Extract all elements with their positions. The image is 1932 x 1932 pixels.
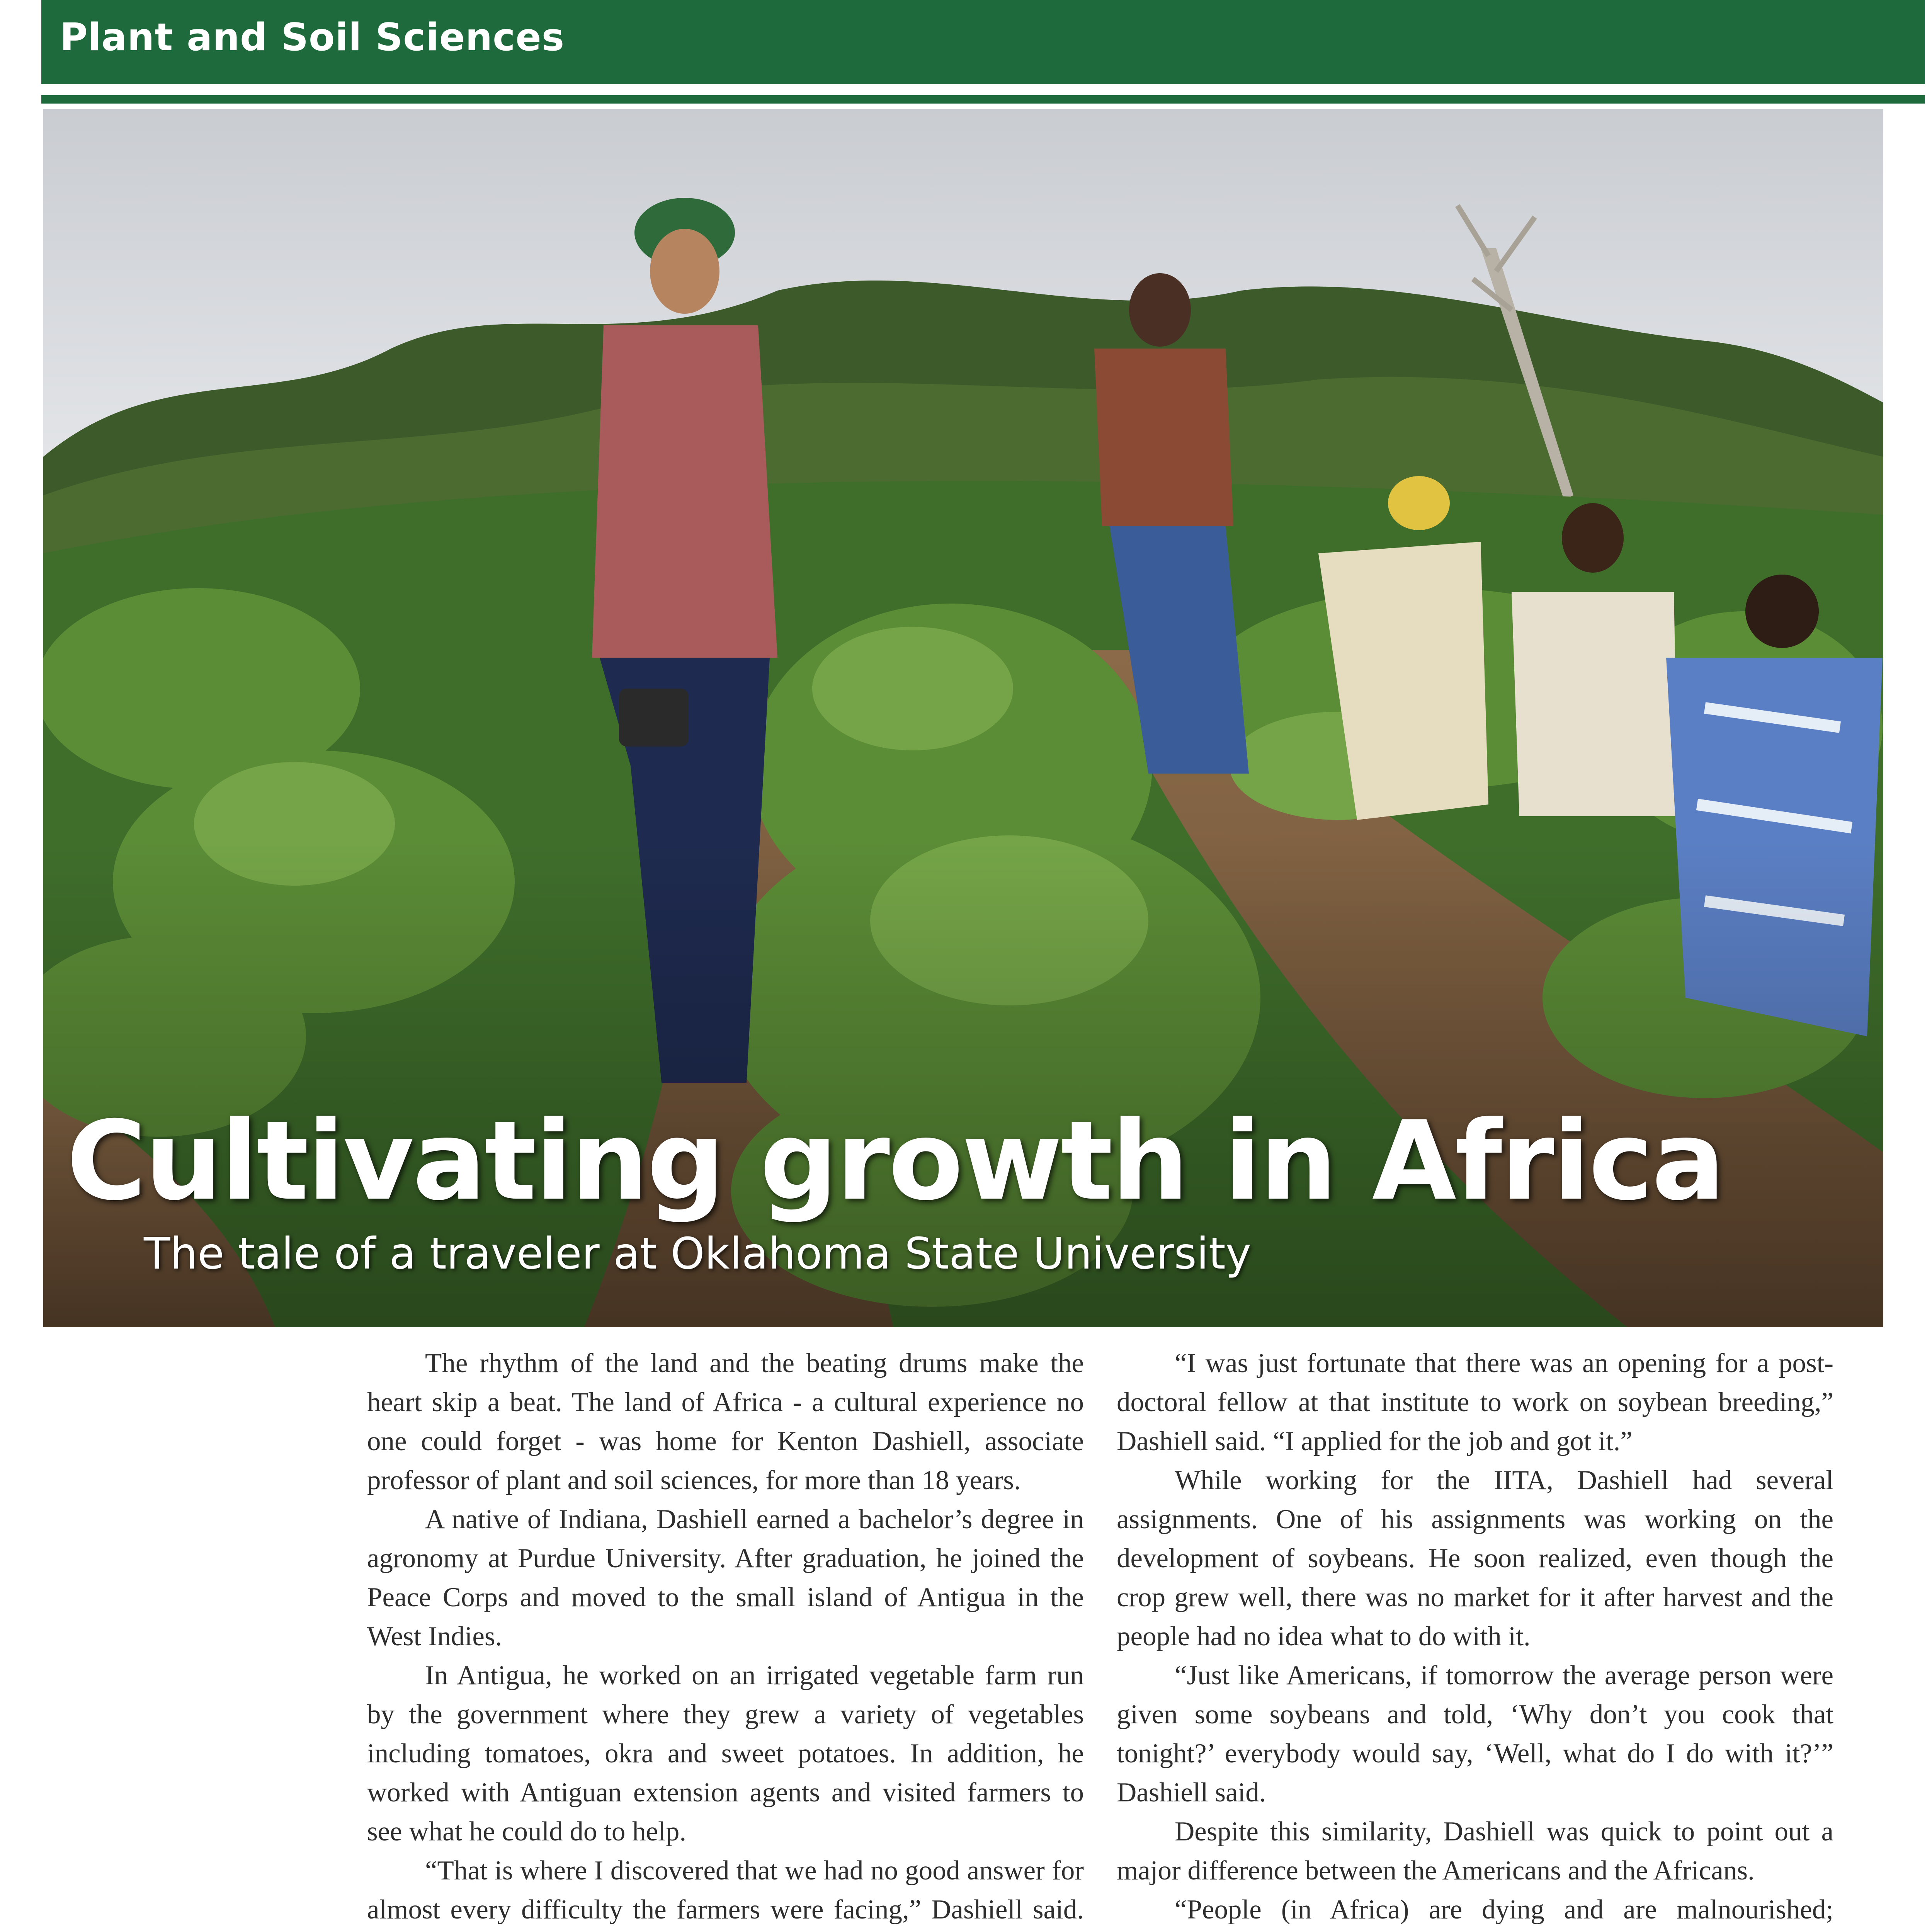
article-subheadline: The tale of a traveler at Oklahoma State University [144, 1229, 1252, 1279]
paragraph: Despite this similarity, Dashiell was quick to point out a major difference between the Americans and the Africans. [1117, 1816, 1833, 1886]
article-column-left [367, 1344, 1084, 1932]
header-rule [41, 95, 1925, 104]
paragraph: A native of Indiana, Dashiell earned a bachelor’s degree in agronomy at Purdue University. After graduation, he joined the Peace Corps and moved to the small island of Antigua in the West Indies. [367, 1504, 1084, 1651]
paragraph: “That is where I discovered that we had no good answer for almost every difficulty the farmers were facing,” Dashiell said. [367, 1855, 1084, 1925]
paragraph: “Just like Americans, if tomorrow the average person were given some soybeans and told, ‘Why don’t you cook that tonight?’ everybody would say, ‘Well, what do I do with it?’” Dashiell said. [1117, 1660, 1833, 1808]
paragraph: The rhythm of the land and the beating drums make the heart skip a beat. The land of Africa - a cultural experience no one could forget - was home for Kenton Dashiell, associate professor of plant and soil sciences, for more than 18 years. [367, 1348, 1084, 1495]
paragraph: While working for the IITA, Dashiell had several assignments. One of his assignments was working on the development of soybeans. He soon realized, even though the crop grew well, there was no market for it after harvest and the people had no idea what to do with it. [1117, 1465, 1833, 1651]
article-headline: Cultivating growth in Africa [66, 1097, 1724, 1225]
section-title: Plant and Soil Sciences [60, 15, 565, 60]
paragraph: In Antigua, he worked on an irrigated vegetable farm run by the government where they grew a variety of vegetables including tomatoes, okra and sweet potatoes. In addition, he worked with Antiguan extension agents and visited farmers to see what he could do to help. [367, 1660, 1084, 1847]
article-column-right [1117, 1344, 1833, 1932]
paragraph: “People (in Africa) are dying and are malnourished; [1175, 1895, 1833, 1925]
paragraph: “I was just fortunate that there was an opening for a post-doctoral fellow at that institute to work on soybean breeding,” Dashiell said. “I applied for the job and got it.” [1117, 1348, 1833, 1456]
